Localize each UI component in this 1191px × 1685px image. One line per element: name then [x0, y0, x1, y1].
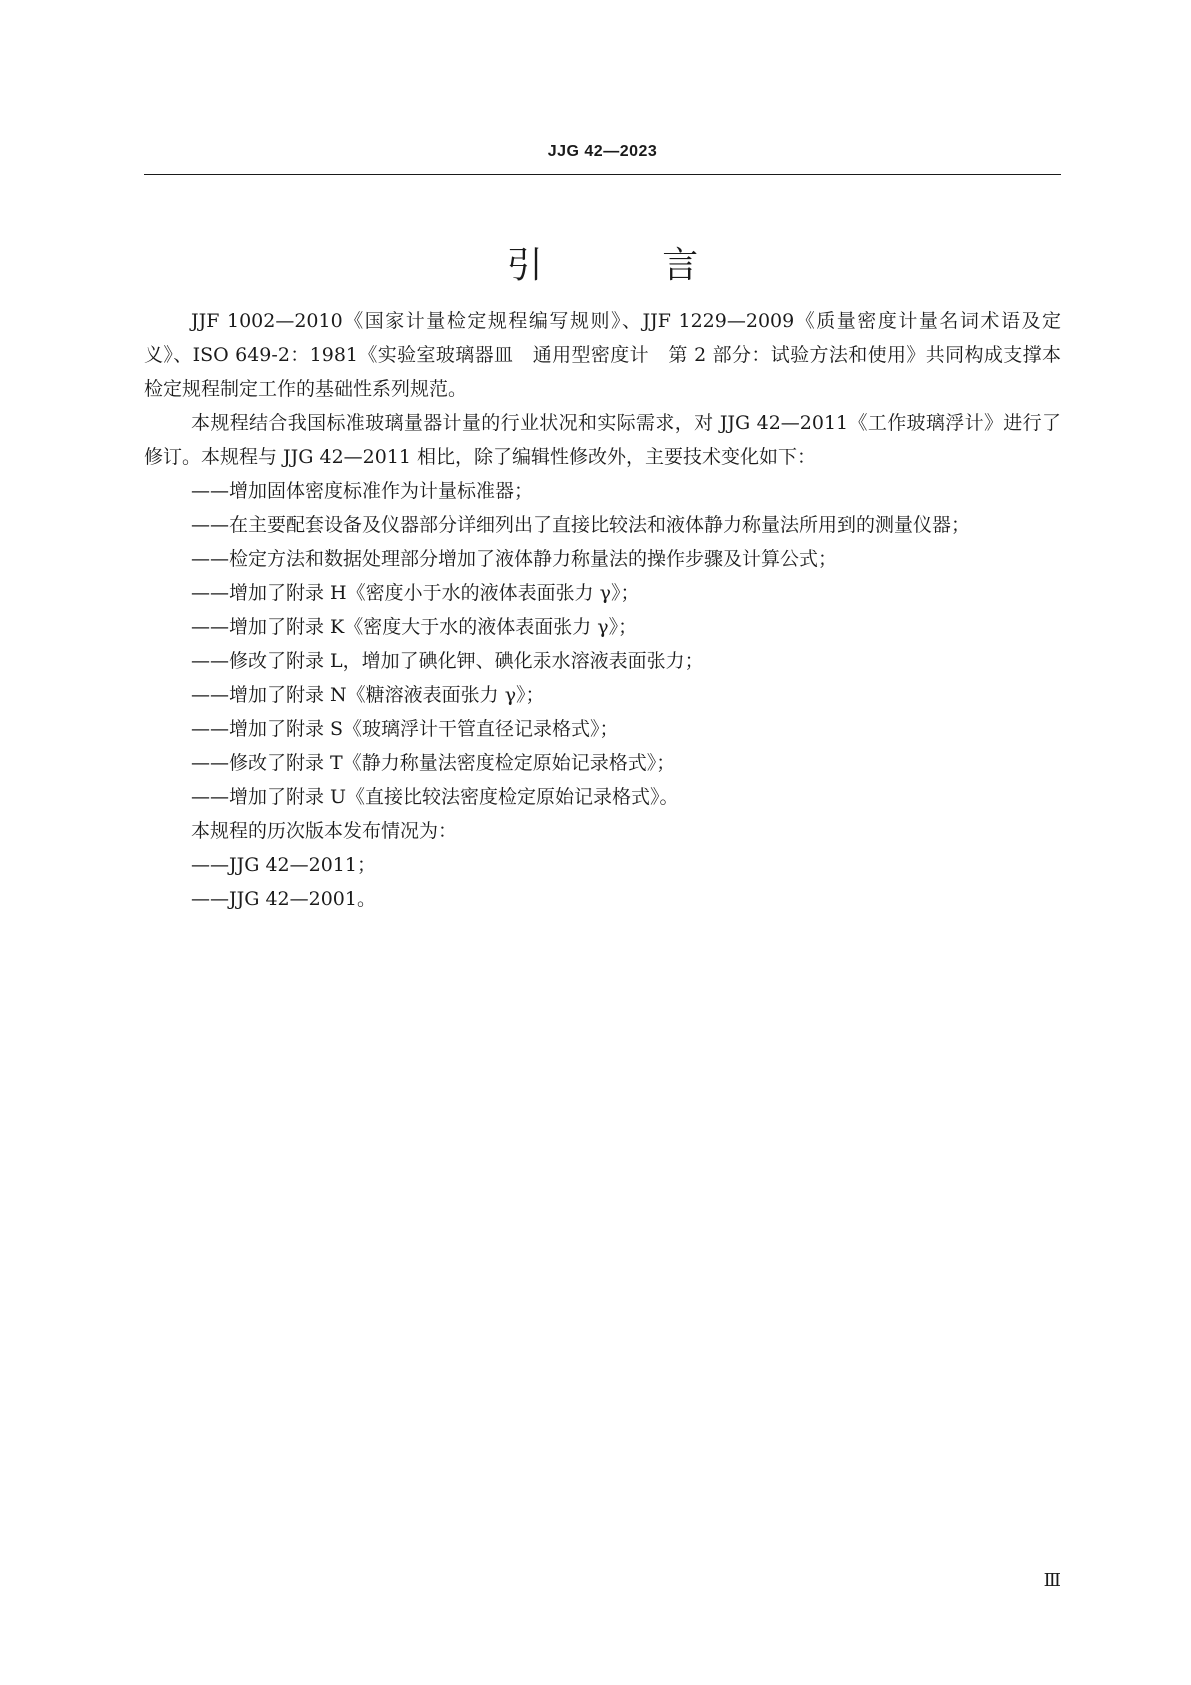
- list-item-change: ——修改了附录 L，增加了碘化钾、碘化汞水溶液表面张力；: [191, 650, 704, 672]
- document-body: [144, 304, 1061, 916]
- paragraph-foundation-specs: JJF 1002—2010《国家计量检定规程编写规则》、JJF 1229—2009《质量密度计量名词术语及定义》、ISO 649-2：1981《实验室玻璃器皿 通用型密度计 第 2 部分：试验方法和使用》共同构成支撑本检定规程制定工作的基础性系列规范。: [144, 310, 1061, 400]
- list-item-change: ——在主要配套设备及仪器部分详细列出了直接比较法和液体静力称量法所用到的测量仪器；: [191, 514, 971, 536]
- list-item-change: ——增加固体密度标准作为计量标准器；: [191, 480, 534, 502]
- list-item-change: ——增加了附录 S《玻璃浮计干管直径记录格式》；: [191, 718, 619, 740]
- document-code-header: JJG 42—2023: [547, 143, 658, 160]
- list-item-change: ——修改了附录 T《静力称量法密度检定原始记录格式》；: [191, 752, 676, 774]
- list-item-change: ——增加了附录 K《密度大于水的液体表面张力 γ》；: [191, 616, 638, 638]
- list-item-change: ——检定方法和数据处理部分增加了液体静力称量法的操作步骤及计算公式；: [191, 548, 838, 570]
- list-item-version: ——JJG 42—2011；: [191, 854, 376, 876]
- page-number: Ⅲ: [1043, 1570, 1061, 1591]
- list-item-change: ——增加了附录 H《密度小于水的液体表面张力 γ》；: [191, 582, 640, 604]
- list-item-version: ——JJG 42—2001。: [191, 888, 376, 910]
- list-item-change: ——增加了附录 N《糖溶液表面张力 γ》；: [191, 684, 545, 706]
- header-divider: [144, 174, 1061, 175]
- page-title: 引 言: [506, 245, 753, 287]
- paragraph-version-history: 本规程的历次版本发布情况为：: [191, 820, 458, 842]
- paragraph-revision-summary: 本规程结合我国标准玻璃量器计量的行业状况和实际需求，对 JJG 42—2011《工作玻璃浮计》进行了修订。本规程与 JJG 42—2011 相比，除了编辑性修改外，主要技术变化如下：: [144, 412, 1061, 468]
- list-item-change: ——增加了附录 U《直接比较法密度检定原始记录格式》。: [191, 786, 679, 808]
